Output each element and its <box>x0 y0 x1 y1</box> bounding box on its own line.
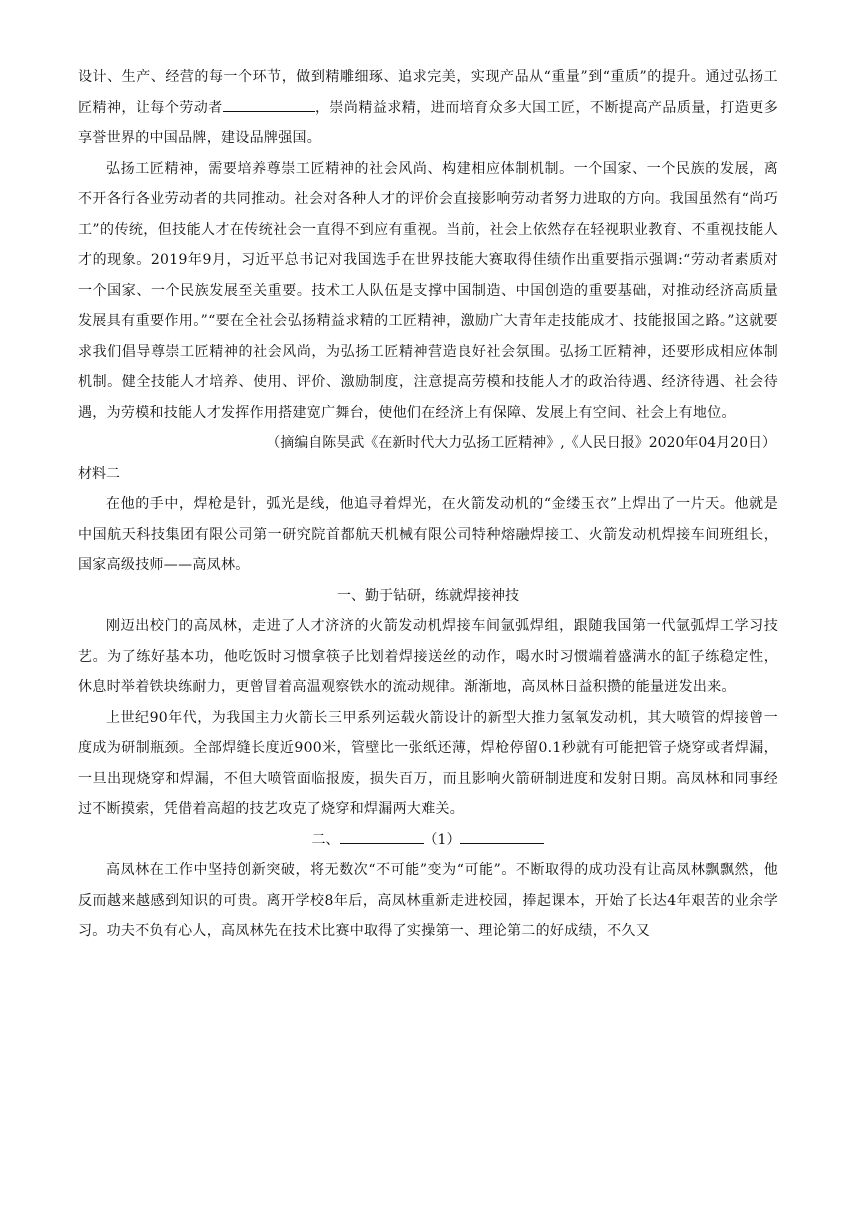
material2-paragraph: 高凤林在工作中坚持创新突破，将无数次“不可能”变为“可能”。不断取得的成功没有让高凤林飘飘然，他反而越来越感到知识的可贵。离开学校8年后，高凤林重新走进校园，捧起课本，开始了长达4年艰苦的业余学习。功夫不负有心人，高凤林先在技术比赛中取得了实操第一、理论第二的好成绩，不久又 <box>78 862 778 939</box>
source-citation: （摘编自陈昊武《在新时代大力弘扬工匠精神》,《人民日报》2020年04月20日） <box>266 435 776 451</box>
material2-intro-paragraph: 在他的手中，焊枪是针，弧光是线，他追寻着焊光，在火箭发动机的“金缕玉衣”上焊出了一片天。他就是中国航天科技集团有限公司第一研究院首都航天机械有限公司特种熔融焊接工、火箭发动机焊接车间班组长，国家高级技师——高凤林。 <box>78 496 778 573</box>
heading-number: 二、 <box>311 831 340 848</box>
material1-paragraph-continued <box>78 62 778 154</box>
fill-in-blank[interactable] <box>340 829 424 844</box>
document-page <box>78 62 778 947</box>
fill-in-blank[interactable] <box>223 97 315 112</box>
subheading-with-blanks <box>78 825 778 856</box>
paragraph-text: ，崇尚精益求精，进而培育众多大国工匠，不断提高产品质量，打造更多享誉世界的中国品牌，建设品牌强国。 <box>78 99 778 146</box>
material2-paragraph: 刚迈出校门的高凤林，走进了人才济济的火箭发动机焊接车间氩弧焊组，跟随我国第一代氩弧焊工学习技艺。为了练好基本功，他吃饭时习惯拿筷子比划着焊接送丝的动作，喝水时习惯端着盛满水的缸子练稳定性，休息时举着铁块练耐力，更曾冒着高温观察铁水的流动规律。渐渐地，高凤林日益积攒的能量迸发出来。 <box>78 618 778 695</box>
fill-in-blank[interactable] <box>460 829 544 844</box>
subheading: 一、勤于钻研，练就焊接神技 <box>337 587 519 604</box>
paragraph-text: 设计、生产、经营的每一个环节，做到精雕细琢、追求完美，实现产品从“重量”到“重质”的提升。通过弘扬工匠精神，让每个劳动者 <box>78 69 778 116</box>
blank-number: （1） <box>423 831 461 848</box>
section-label: 材料二 <box>78 465 120 482</box>
material2-paragraph: 上世纪90年代，为我国主力火箭长三甲系列运载火箭设计的新型大推力氢氧发动机，其大喷管的焊接曾一度成为研制瓶颈。全部焊缝长度近900米，管壁比一张纸还薄，焊枪停留0.1秒就有可能把管子烧穿或者焊漏，一旦出现烧穿和焊漏，不但大喷管面临报废，损失百万，而且影响火箭研制进度和发射日期。高凤林和同事经过不断摸索，凭借着高超的技艺攻克了烧穿和焊漏两大难关。 <box>78 709 778 817</box>
material1-paragraph: 弘扬工匠精神，需要培养尊崇工匠精神的社会风尚、构建相应体制机制。一个国家、一个民族的发展，离不开各行各业劳动者的共同推动。社会对各种人才的评价会直接影响劳动者努力进取的方向。我国虽然有“尚巧工”的传统，但技能人才在传统社会一直得不到应有重视。当前，社会上依然存在轻视职业教育、不重视技能人才的现象。2019年9月，习近平总书记对我国选手在世界技能大赛取得佳绩作出重要指示强调:“劳动者素质对一个国家、一个民族发展至关重要。技术工人队伍是支撑中国制造、中国创造的重要基础，对推动经济高质量发展具有重要作用。”“要在全社会弘扬精益求精的工匠精神，激励广大青年走技能成才、技能报国之路。”这就要求我们倡导尊崇工匠精神的社会风尚，为弘扬工匠精神营造良好社会氛围。弘扬工匠精神，还要形成相应体制机制。健全技能人才培养、使用、评价、激励制度，注意提高劳模和技能人才的政治待遇、经济待遇、社会待遇，为劳模和技能人才发挥作用搭建宽广舞台，使他们在经济上有保障、发展上有空间、社会上有地位。 <box>78 160 778 421</box>
